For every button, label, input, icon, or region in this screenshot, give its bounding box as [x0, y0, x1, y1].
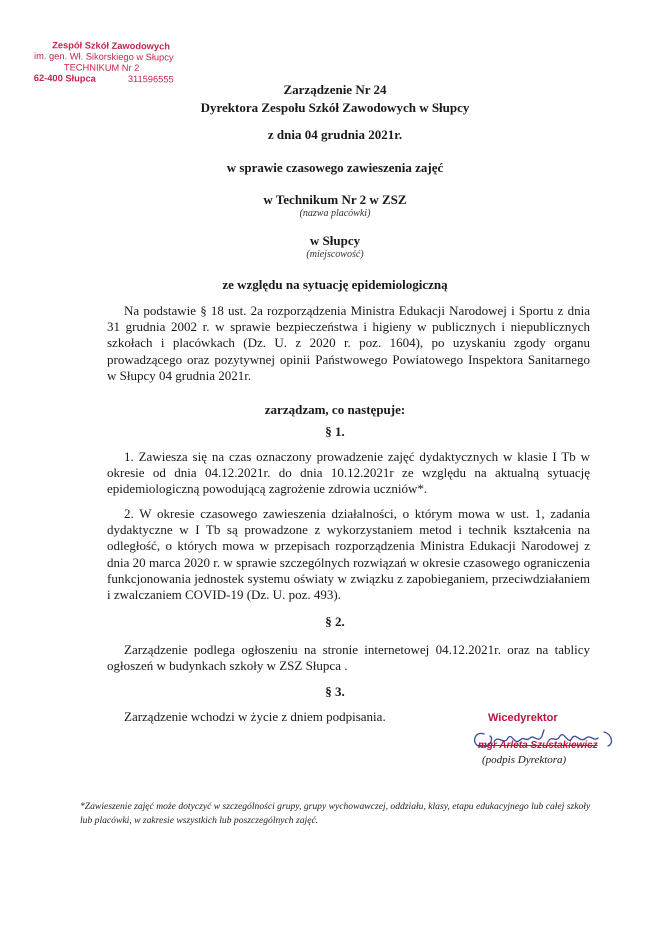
footnote: *Zawieszenie zajęć może dotyczyć w szczególności grupy, grupy wychowawczej, oddziału, klasy, etapu edukacyjnego lub całej szkoły lub placówki, w zakresie wszystkich lub poszczególnych zajęć.: [80, 801, 591, 826]
section-2-heading: § 2.: [325, 614, 345, 629]
section-1-heading: § 1.: [325, 424, 345, 439]
signature-block: [450, 712, 630, 772]
intro-paragraph: [107, 303, 590, 384]
document-reason: ze względu na sytuację epidemiologiczną: [222, 277, 448, 292]
paragraph-4-text: Zarządzenie wchodzi w życie z dniem podpisania.: [124, 709, 386, 724]
stamp-number: 311596555: [127, 73, 174, 85]
paragraph-1: [107, 449, 590, 498]
paragraph-2: [107, 506, 590, 603]
paragraph-3-text: Zarządzenie podlega ogłoszeniu na stronie internetowej 04.12.2021r. oraz na tablicy ogłoszeń w budynkach szkoły w ZSZ Słupca .: [107, 642, 590, 674]
stamp-postcode: 62-400 Słupca: [33, 73, 96, 84]
city-name: w Słupcy: [309, 233, 361, 248]
paragraph-2-text: 2. W okresie czasowego zawieszenia działalności, o którym mowa w ust. 1, zadania dydaktyczne w I Tb są prowadzone z wykorzystaniem metod i technik kształcenia na odległość, o których mowa w przepisach rozporządzenia Ministra Edukacji Narodowej z dnia 20 marca 2020 r. w sprawie szczególnych rozwiązań w okresie czasowego ograniczenia funkcjonowania jednostek systemu oświaty w związku z zapobieganiem, przeciwdziałaniem i zwalczaniem COVID-19 (Dz. U. poz. 493).: [107, 506, 590, 603]
document-issuer: Dyrektora Zespołu Szkół Zawodowych w Słupcy: [200, 100, 470, 115]
signature-label: (podpis Dyrektora): [482, 754, 567, 766]
section-3-heading: § 3.: [325, 684, 345, 699]
paragraph-1-text: 1. Zawiesza się na czas oznaczony prowadzenie zajęć dydaktycznych w klasie I Tb w okresie od dnia 04.12.2021r. do dnia 10.12.2021r ze względu na aktualną sytuację epidemiologiczną powodującą zagrożenie zdrowia uczniów*.: [107, 449, 590, 497]
document-title: Zarządzenie Nr 24: [283, 82, 387, 97]
order-heading: zarządzam, co następuje:: [264, 402, 406, 417]
document-subject: w sprawie czasowego zawieszenia zajęć: [226, 160, 444, 175]
paragraph-4: [107, 709, 427, 725]
signature-title: Wicedyrektor: [488, 712, 558, 724]
school-stamp: [34, 40, 224, 86]
school-name: w Technikum Nr 2 w ZSZ: [263, 192, 407, 207]
document-date: z dnia 04 grudnia 2021r.: [267, 127, 403, 142]
paragraph-3: [107, 642, 590, 674]
stamp-line: im. gen. Wł. Sikorskiego w Słupcy: [34, 51, 174, 63]
stamp-line: Zespół Szkół Zawodowych: [52, 40, 171, 52]
school-name-note: (nazwa placówki): [299, 208, 371, 219]
city-name-note: (miejscowość): [306, 249, 364, 260]
intro-text: Na podstawie § 18 ust. 2a rozporządzenia Ministra Edukacji Narodowej i Sportu z dnia 31 grudnia 2002 r. w sprawie bezpieczeństwa i higieny w publicznych i niepublicznych szkołach i placówkach (Dz. U. z 2020 r. poz. 1604), po uzyskaniu zgody organu prowadzącego oraz pozytywnej opinii Państwowego Powiatowego Inspektora Sanitarnego w Słupcy 04 grudnia 2021r.: [107, 303, 590, 383]
signature-name: mgr Arleta Szustakiewicz: [478, 740, 598, 751]
stamp-line: TECHNIKUM Nr 2: [63, 62, 140, 74]
